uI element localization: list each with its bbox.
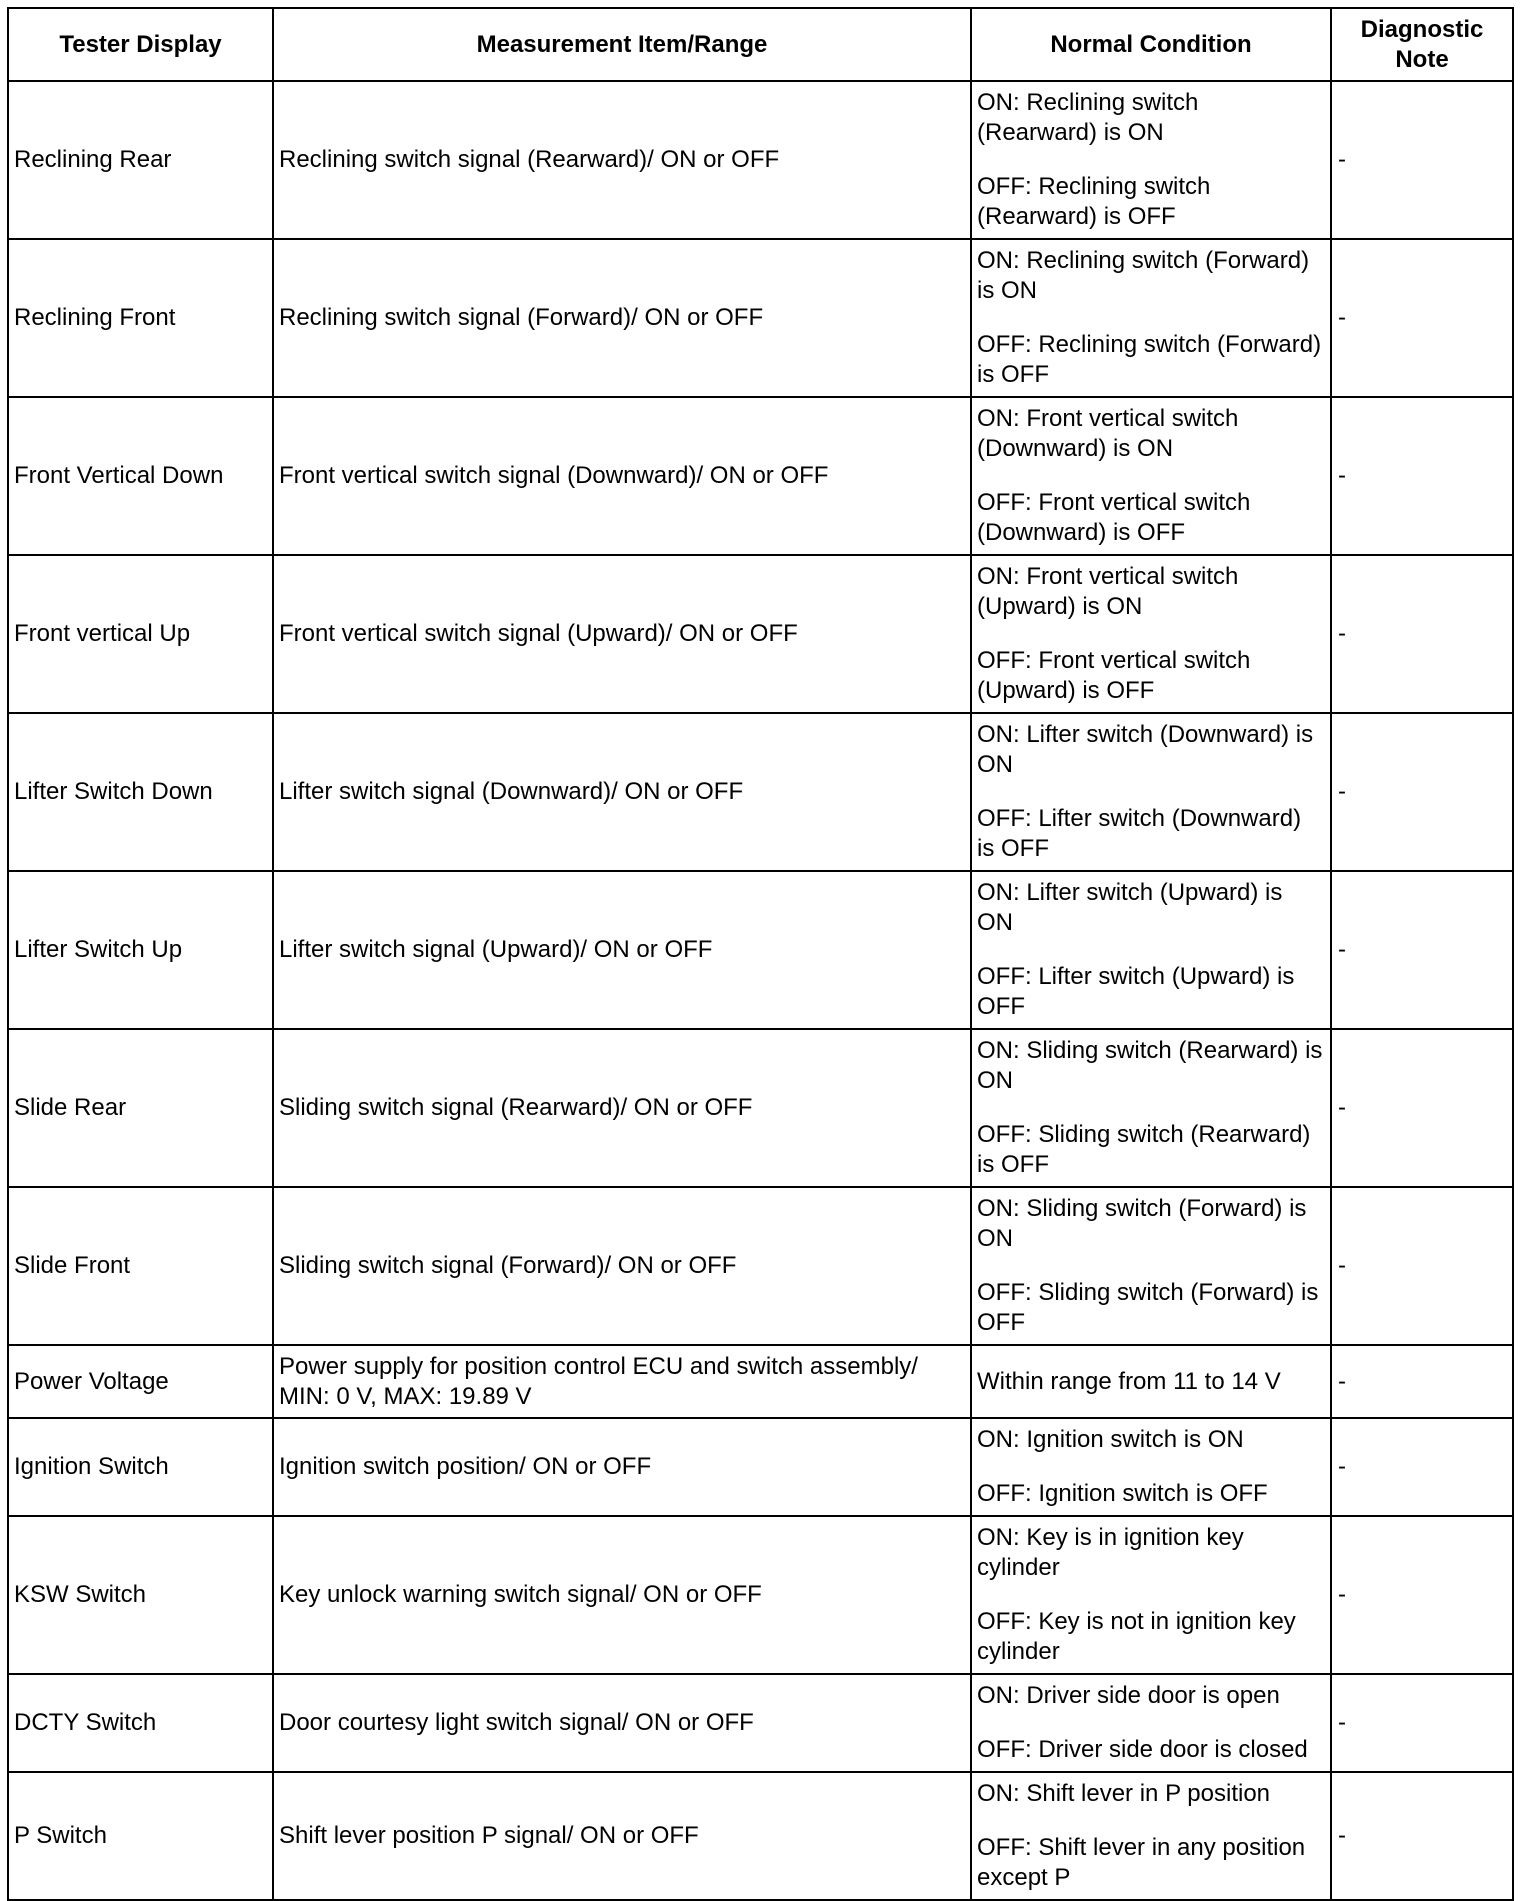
condition-on: ON: Sliding switch (Forward) is ON [977, 1195, 1307, 1252]
normal-condition-cell [971, 1674, 1331, 1772]
diagnostic-note-cell: - [1331, 1187, 1513, 1345]
table-row [8, 397, 1513, 555]
diagnostic-note-cell: - [1331, 871, 1513, 1029]
condition-on: ON: Shift lever in P position [977, 1780, 1271, 1807]
tester-display-cell: Reclining Front [8, 239, 273, 397]
diagnostic-note-cell: - [1331, 1418, 1513, 1516]
header-diagnostic-note: Diagnostic Note [1331, 8, 1513, 81]
table-row [8, 239, 1513, 397]
condition-on: ON: Reclining switch (Forward) is ON [977, 247, 1310, 304]
condition-on: ON: Key is in ignition key cylinder [977, 1524, 1244, 1581]
measurement-cell: Front vertical switch signal (Downward)/ ON or OFF [273, 397, 971, 555]
condition-on: ON: Reclining switch (Rearward) is ON [977, 89, 1199, 146]
header-row [8, 8, 1513, 81]
condition-off: OFF: Front vertical switch (Downward) is OFF [977, 489, 1251, 546]
measurement-cell: Sliding switch signal (Rearward)/ ON or OFF [273, 1029, 971, 1187]
normal-condition-cell [971, 81, 1331, 239]
diagnostic-note-cell: - [1331, 1345, 1513, 1418]
tester-display-cell: Lifter Switch Down [8, 713, 273, 871]
tester-display-cell: Slide Rear [8, 1029, 273, 1187]
measurement-cell: Power supply for position control ECU and switch assembly/ MIN: 0 V, MAX: 19.89 V [273, 1345, 971, 1418]
diagnostic-note-cell: - [1331, 1516, 1513, 1674]
normal-condition-cell [971, 1029, 1331, 1187]
condition-off: OFF: Driver side door is closed [977, 1736, 1308, 1763]
normal-condition-cell [971, 239, 1331, 397]
table-row [8, 555, 1513, 713]
diagnostic-note-cell: - [1331, 397, 1513, 555]
normal-condition-cell [971, 397, 1331, 555]
condition-off: OFF: Lifter switch (Upward) is OFF [977, 963, 1295, 1020]
table-row [8, 1674, 1513, 1772]
diagnostic-note-cell: - [1331, 555, 1513, 713]
table-row [8, 713, 1513, 871]
diagnostic-note-cell: - [1331, 1029, 1513, 1187]
header-measurement: Measurement Item/Range [273, 8, 971, 81]
condition-off: OFF: Reclining switch (Forward) is OFF [977, 331, 1322, 388]
measurement-cell: Reclining switch signal (Rearward)/ ON or OFF [273, 81, 971, 239]
diagnostic-note-cell: - [1331, 713, 1513, 871]
tester-display-cell: DCTY Switch [8, 1674, 273, 1772]
tester-display-cell: Reclining Rear [8, 81, 273, 239]
table-row [8, 1187, 1513, 1345]
tester-display-cell: Power Voltage [8, 1345, 273, 1418]
normal-condition-cell [971, 1772, 1331, 1900]
measurement-cell: Ignition switch position/ ON or OFF [273, 1418, 971, 1516]
normal-condition-cell [971, 713, 1331, 871]
diagnostic-note-cell: - [1331, 81, 1513, 239]
condition-on: ON: Ignition switch is ON [977, 1426, 1244, 1453]
condition-off: OFF: Ignition switch is OFF [977, 1480, 1268, 1507]
table-row [8, 871, 1513, 1029]
tester-display-cell: Front vertical Up [8, 555, 273, 713]
measurement-cell: Lifter switch signal (Upward)/ ON or OFF [273, 871, 971, 1029]
measurement-cell: Lifter switch signal (Downward)/ ON or OFF [273, 713, 971, 871]
condition-off: OFF: Shift lever in any position except P [977, 1834, 1306, 1891]
tester-display-cell: Lifter Switch Up [8, 871, 273, 1029]
condition-off: OFF: Lifter switch (Downward) is OFF [977, 805, 1302, 862]
condition-on: ON: Driver side door is open [977, 1682, 1280, 1709]
tester-display-cell: KSW Switch [8, 1516, 273, 1674]
header-tester-display: Tester Display [8, 8, 273, 81]
table-row [8, 1516, 1513, 1674]
tester-display-cell: P Switch [8, 1772, 273, 1900]
data-list-table [7, 7, 1514, 1901]
measurement-cell: Key unlock warning switch signal/ ON or OFF [273, 1516, 971, 1674]
condition-off: OFF: Sliding switch (Forward) is OFF [977, 1279, 1319, 1336]
measurement-cell: Door courtesy light switch signal/ ON or OFF [273, 1674, 971, 1772]
measurement-cell: Sliding switch signal (Forward)/ ON or OFF [273, 1187, 971, 1345]
table-row [8, 1418, 1513, 1516]
diagnostic-note-cell: - [1331, 1674, 1513, 1772]
condition-on: ON: Lifter switch (Upward) is ON [977, 879, 1283, 936]
measurement-cell: Reclining switch signal (Forward)/ ON or OFF [273, 239, 971, 397]
header-normal-condition: Normal Condition [971, 8, 1331, 81]
normal-condition-cell [971, 1187, 1331, 1345]
normal-condition-cell [971, 1516, 1331, 1674]
condition-on: ON: Sliding switch (Rearward) is ON [977, 1037, 1323, 1094]
condition-on: ON: Lifter switch (Downward) is ON [977, 721, 1314, 778]
table-row [8, 81, 1513, 239]
diagnostic-note-cell: - [1331, 1772, 1513, 1900]
measurement-cell: Shift lever position P signal/ ON or OFF [273, 1772, 971, 1900]
diagnostic-note-cell: - [1331, 239, 1513, 397]
condition-off: OFF: Front vertical switch (Upward) is OFF [977, 647, 1251, 704]
table-row [8, 1345, 1513, 1418]
condition-on: ON: Front vertical switch (Downward) is ON [977, 405, 1239, 462]
condition-off: OFF: Sliding switch (Rearward) is OFF [977, 1121, 1311, 1178]
normal-condition-cell: Within range from 11 to 14 V [971, 1345, 1331, 1418]
table-row [8, 1772, 1513, 1900]
tester-display-cell: Ignition Switch [8, 1418, 273, 1516]
normal-condition-cell [971, 555, 1331, 713]
measurement-cell: Front vertical switch signal (Upward)/ ON or OFF [273, 555, 971, 713]
tester-display-cell: Front Vertical Down [8, 397, 273, 555]
tester-display-cell: Slide Front [8, 1187, 273, 1345]
normal-condition-cell [971, 871, 1331, 1029]
condition-off: OFF: Key is not in ignition key cylinder [977, 1608, 1296, 1665]
condition-on: ON: Front vertical switch (Upward) is ON [977, 563, 1239, 620]
table-row [8, 1029, 1513, 1187]
condition-off: OFF: Reclining switch (Rearward) is OFF [977, 173, 1211, 230]
normal-condition-cell [971, 1418, 1331, 1516]
